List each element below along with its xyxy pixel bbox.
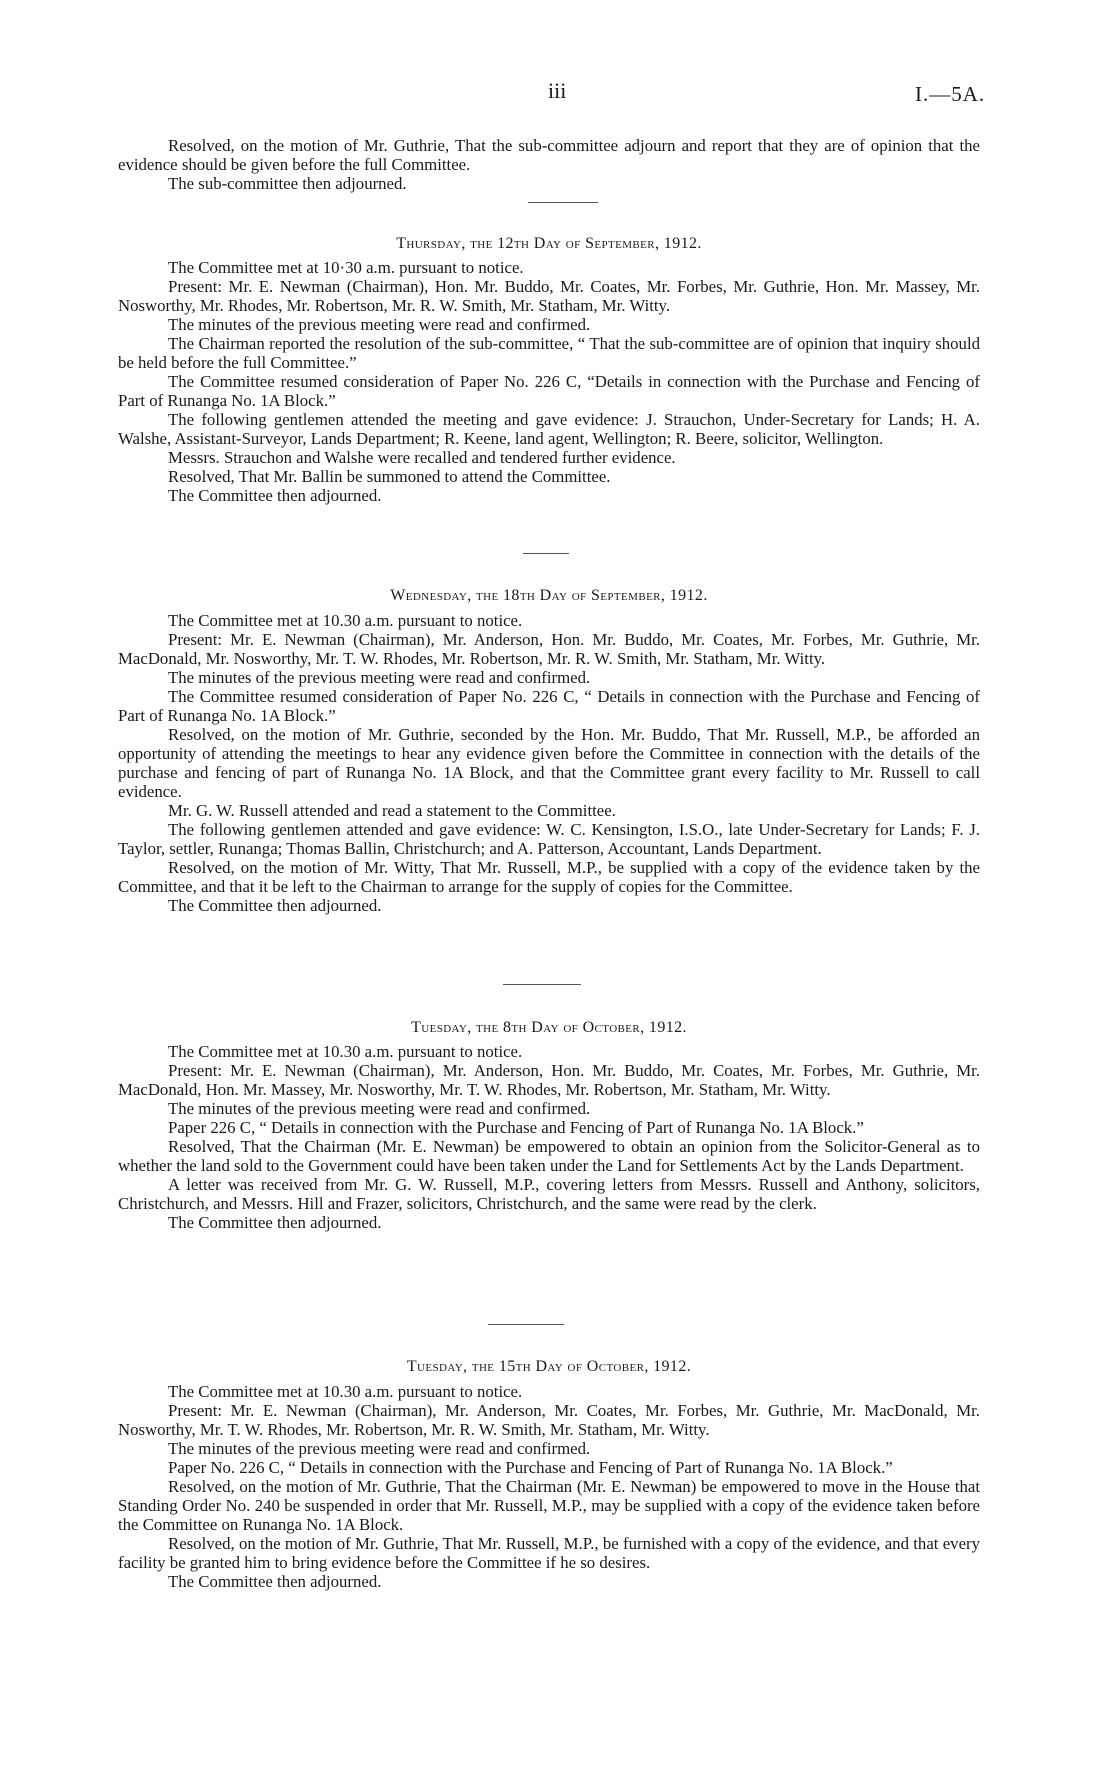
paragraph: The Committee then adjourned. [168, 1572, 382, 1591]
paragraph: The Committee then adjourned. [168, 486, 382, 505]
paragraph: Present: Mr. E. Newman (Chairman), Hon. Mr. Buddo, Mr. Coates, Mr. Forbes, Mr. Guthrie, Hon. Mr. Massey, Mr. Nosworthy, Mr. Rhodes, Mr. Robertson, Mr. R. W. Smith, Mr. Statham, Mr. Witty. [118, 277, 980, 315]
paragraph: Messrs. Strauchon and Walshe were recalled and tendered further evidence. [168, 448, 676, 467]
paragraph: The minutes of the previous meeting were read and confirmed. [168, 315, 591, 334]
paragraph: Paper No. 226 C, “ Details in connection with the Purchase and Fencing of Part of Runanga No. 1A Block.” [168, 1458, 893, 1477]
paragraph: Present: Mr. E. Newman (Chairman), Mr. Anderson, Hon. Mr. Buddo, Mr. Coates, Mr. Forbes, Mr. Guthrie, Mr. MacDonald, Mr. Nosworthy, Mr. T. W. Rhodes, Mr. Robertson, Mr. R. W. Smith, Mr. Statham, Mr. Witty. [118, 630, 980, 668]
section-divider [528, 202, 598, 203]
paragraph: Resolved, on the motion of Mr. Witty, That Mr. Russell, M.P., be supplied with a copy of the evidence taken by the Committee, and that it be left to the Chairman to arrange for the supply of copies for the Committee. [118, 858, 980, 896]
paragraph: Resolved, on the motion of Mr. Guthrie, seconded by the Hon. Mr. Buddo, That Mr. Russell, M.P., be afforded an opportunity of attending the meetings to hear any evidence given before the Committee in connection with the details of the purchase and fencing of part of Runanga No. 1A Block, and that the Committee grant every facility to Mr. Russell to call evidence. [118, 725, 980, 801]
paragraph: The Committee met at 10.30 a.m. pursuant to notice. [168, 1382, 523, 1401]
paragraph: Resolved, on the motion of Mr. Guthrie, That the Chairman (Mr. E. Newman) be empowered to move in the House that Standing Order No. 240 be suspended in order that Mr. Russell, M.P., may be supplied with a copy of the evidence taken before the Committee on Runanga No. 1A Block. [118, 1477, 980, 1534]
meeting-heading: Thursday, the 12th Day of September, 1912. [396, 235, 702, 252]
paragraph: The Committee met at 10.30 a.m. pursuant to notice. [168, 1042, 523, 1061]
paragraph: Present: Mr. E. Newman (Chairman), Mr. Anderson, Hon. Mr. Buddo, Mr. Coates, Mr. Forbes, Mr. Guthrie, Mr. MacDonald, Hon. Mr. Massey, Mr. Nosworthy, Mr. T. W. Rhodes, Mr. Robertson, Mr. Statham, Mr. Witty. [118, 1061, 980, 1099]
paper-reference: I.—5A. [915, 82, 986, 106]
paragraph: Resolved, on the motion of Mr. Guthrie, That the sub-committee adjourn and report that they are of opinion that the evidence should be given before the full Committee. [118, 136, 980, 174]
paragraph: The Committee met at 10·30 a.m. pursuant to notice. [168, 258, 524, 277]
paragraph: The Committee then adjourned. [168, 1213, 382, 1232]
meeting-minutes [118, 611, 980, 915]
paragraph: The Committee resumed consideration of Paper No. 226 C, “ Details in connection with the Purchase and Fencing of Part of Runanga No. 1A Block.” [118, 687, 980, 725]
paragraph: The minutes of the previous meeting were read and confirmed. [168, 668, 591, 687]
meeting-heading: Tuesday, the 8th Day of October, 1912. [411, 1019, 687, 1036]
paragraph: Paper 226 C, “ Details in connection with the Purchase and Fencing of Part of Runanga No. 1A Block.” [168, 1118, 864, 1137]
paragraph: The following gentlemen attended and gave evidence: W. C. Kensington, I.S.O., late Under-Secretary for Lands; F. J. Taylor, settler, Runanga; Thomas Ballin, Christchurch; and A. Patterson, Accountant, Lands Department. [118, 820, 980, 858]
paragraph: The minutes of the previous meeting were read and confirmed. [168, 1439, 591, 1458]
paragraph: The Chairman reported the resolution of the sub-committee, “ That the sub-committee are of opinion that inquiry should be held before the full Committee.” [118, 334, 980, 372]
intro-text [118, 136, 980, 193]
paragraph: Present: Mr. E. Newman (Chairman), Mr. Anderson, Mr. Coates, Mr. Forbes, Mr. Guthrie, Mr. MacDonald, Mr. Nosworthy, Mr. T. W. Rhodes, Mr. Robertson, Mr. R. W. Smith, Mr. Statham, Mr. Witty. [118, 1401, 980, 1439]
meeting-minutes [118, 1382, 980, 1591]
paragraph: Resolved, on the motion of Mr. Guthrie, That Mr. Russell, M.P., be furnished with a copy of the evidence, and that every facility be granted him to bring evidence before the Committee if he so desires. [118, 1534, 980, 1572]
paragraph: Resolved, That Mr. Ballin be summoned to attend the Committee. [168, 467, 611, 486]
paragraph: The Committee resumed consideration of Paper No. 226 C, “Details in connection with the Purchase and Fencing of Part of Runanga No. 1A Block.” [118, 372, 980, 410]
paragraph: A letter was received from Mr. G. W. Russell, M.P., covering letters from Messrs. Russell and Anthony, solicitors, Christchurch, and Messrs. Hill and Frazer, solicitors, Christchurch, and the same were read by the clerk. [118, 1175, 980, 1213]
paragraph: The Committee met at 10.30 a.m. pursuant to notice. [168, 611, 523, 630]
page-number: iii [548, 78, 567, 103]
meeting-minutes [118, 1042, 980, 1232]
meeting-minutes [118, 258, 980, 505]
paragraph: The sub-committee then adjourned. [168, 174, 407, 193]
paragraph: The Committee then adjourned. [168, 896, 382, 915]
paragraph: Resolved, That the Chairman (Mr. E. Newman) be empowered to obtain an opinion from the Solicitor-General as to whether the land sold to the Government could have been taken under the Land for Settlements Act by the Lands Department. [118, 1137, 980, 1175]
section-divider [503, 984, 581, 985]
paragraph: The minutes of the previous meeting were read and confirmed. [168, 1099, 591, 1118]
section-divider [488, 1324, 564, 1325]
meeting-heading: Wednesday, the 18th Day of September, 1912. [390, 587, 708, 604]
paragraph: The following gentlemen attended the meeting and gave evidence: J. Strauchon, Under-Secretary for Lands; H. A. Walshe, Assistant-Surveyor, Lands Department; R. Keene, land agent, Wellington; R. Beere, solicitor, Wellington. [118, 410, 980, 448]
meeting-heading: Tuesday, the 15th Day of October, 1912. [406, 1358, 692, 1375]
section-divider [523, 553, 569, 554]
paragraph: Mr. G. W. Russell attended and read a statement to the Committee. [168, 801, 616, 820]
